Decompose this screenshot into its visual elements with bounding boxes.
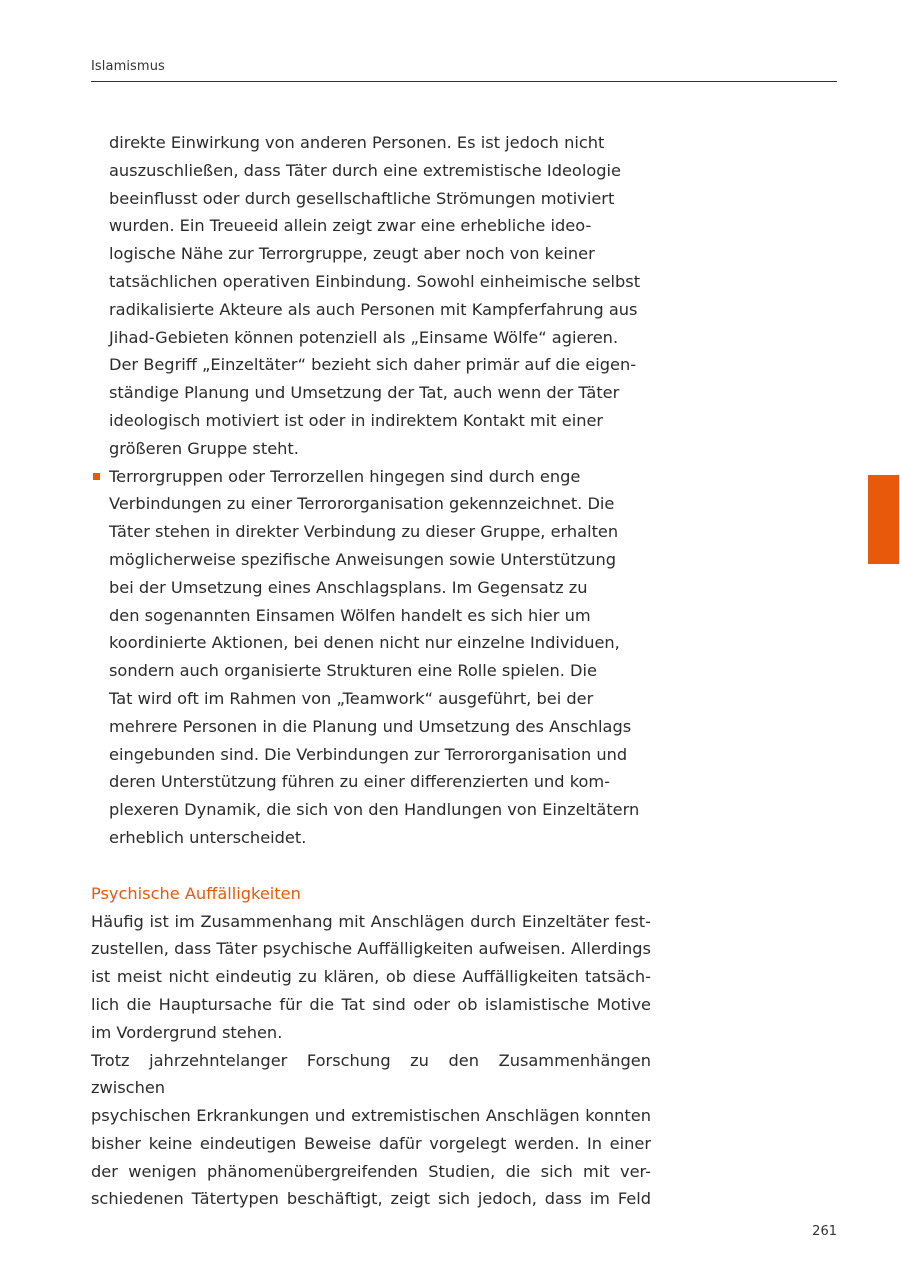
section-paragraph-1 [91, 908, 651, 1047]
text-line: der wenigen phänomenübergreifenden Studien, die sich mit ver- [91, 1161, 651, 1181]
text-line: erheblich unterscheidet. [109, 827, 307, 847]
text-line: tatsächlichen operativen Einbindung. Sowohl einheimische selbst [109, 271, 641, 291]
text-line: bei der Umsetzung eines Anschlagsplans. Im Gegensatz zu [109, 577, 588, 597]
section-heading: Psychische Auffälligkeiten [91, 883, 301, 903]
text-line: deren Unterstützung führen zu einer differenzierten und kom- [109, 772, 611, 792]
text-line: eingebunden sind. Die Verbindungen zur Terrororganisation und [109, 744, 628, 764]
text-line: direkte Einwirkung von anderen Personen. Es ist jedoch nicht [109, 133, 605, 152]
text-line: schiedenen Tätertypen beschäftigt, zeigt sich jedoch, dass im Feld [91, 1189, 651, 1209]
text-line: bisher keine eindeutigen Beweise dafür vorgelegt werden. In einer [91, 1133, 651, 1153]
text-line: Verbindungen zu einer Terrororganisation gekennzeichnet. Die [109, 494, 615, 514]
continued-paragraph [109, 129, 651, 463]
text-line: Häufig ist im Zusammenhang mit Anschlägen durch Einzeltäter fest- [91, 911, 651, 931]
text-line: Terrorgruppen oder Terrorzellen hingegen sind durch enge [109, 466, 581, 486]
text-line: beeinflusst oder durch gesellschaftliche Strömungen motiviert [109, 188, 615, 208]
text-line: auszuschließen, dass Täter durch eine extremistische Ideologie [109, 160, 621, 180]
text-line: psychischen Erkrankungen und extremistischen Anschlägen konnten [91, 1106, 651, 1126]
page-body [91, 129, 651, 1213]
text-line: logische Nähe zur Terrorgruppe, zeugt aber noch von keiner [109, 244, 595, 264]
text-line: lich die Hauptursache für die Tat sind oder ob islamistische Motive [91, 994, 651, 1014]
text-line: ständige Planung und Umsetzung der Tat, auch wenn der Täter [109, 383, 620, 403]
text-line: Jihad-Gebieten können potenziell als „Einsame Wölfe“ agieren. [109, 327, 619, 347]
text-line: Täter stehen in direkter Verbindung zu dieser Gruppe, erhalten [109, 522, 619, 542]
chapter-tab-marker [868, 475, 899, 564]
text-line: plexeren Dynamik, die sich von den Handlungen von Einzeltätern [109, 800, 640, 820]
text-line: Trotz jahrzehntelanger Forschung zu den Zusammenhängen zwischen [91, 1050, 651, 1098]
text-line: Tat wird oft im Rahmen von „Teamwork“ ausgeführt, bei der [109, 688, 594, 708]
page-number: 261 [812, 1224, 837, 1239]
text-line: wurden. Ein Treueeid allein zeigt zwar eine erhebliche ideo- [109, 216, 592, 236]
running-header: Islamismus [91, 59, 165, 74]
text-line: ideologisch motiviert ist oder in indirektem Kontakt mit einer [109, 410, 604, 430]
text-line: größeren Gruppe steht. [109, 438, 299, 458]
bullet-item [109, 463, 651, 852]
text-line: möglicherweise spezifische Anweisungen sowie Unterstützung [109, 549, 617, 569]
text-line: mehrere Personen in die Planung und Umsetzung des Anschlags [109, 716, 632, 736]
header-rule [91, 81, 837, 82]
text-line: sondern auch organisierte Strukturen eine Rolle spielen. Die [109, 661, 597, 681]
section-paragraph-2 [91, 1047, 651, 1214]
text-line: koordinierte Aktionen, bei denen nicht nur einzelne Individuen, [109, 633, 620, 653]
text-line: radikalisierte Akteure als auch Personen mit Kampferfahrung aus [109, 299, 638, 319]
text-line: im Vordergrund stehen. [91, 1022, 283, 1042]
text-line: den sogenannten Einsamen Wölfen handelt es sich hier um [109, 605, 591, 625]
square-bullet-icon [93, 473, 100, 480]
text-line: ist meist nicht eindeutig zu klären, ob diese Auffälligkeiten tatsäch- [91, 967, 651, 987]
text-line: Der Begriff „Einzeltäter“ bezieht sich daher primär auf die eigen- [109, 355, 637, 375]
text-line: zustellen, dass Täter psychische Auffälligkeiten aufweisen. Allerdings [91, 939, 651, 959]
